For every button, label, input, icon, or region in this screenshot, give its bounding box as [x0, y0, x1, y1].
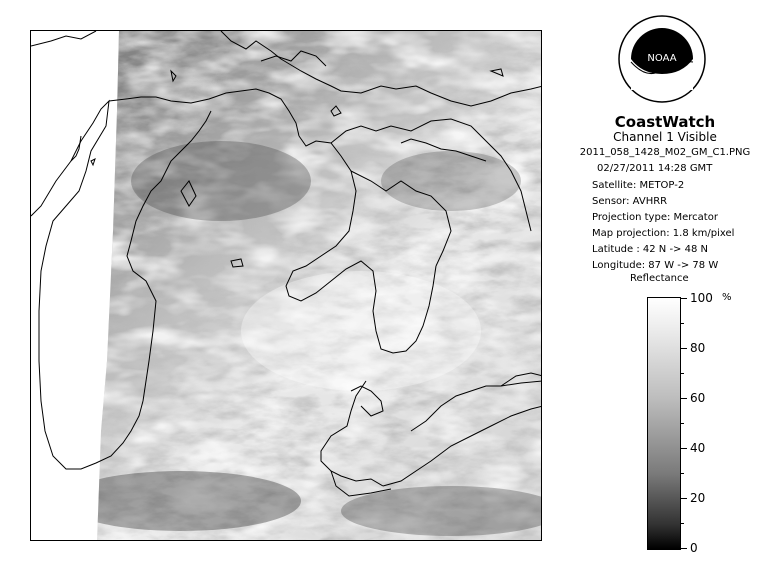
colorbar-tick-label: 60 [690, 391, 706, 405]
colorbar-minor-tick [681, 323, 684, 324]
subtitle: Channel 1 Visible [613, 130, 717, 144]
meta-longitude: Longitude: 87 W -> 78 W [592, 260, 719, 271]
meta-latitude: Latitude : 42 N -> 48 N [592, 244, 708, 255]
colorbar-tick [681, 448, 687, 449]
colorbar-tick [681, 298, 687, 299]
colorbar-minor-tick [681, 423, 684, 424]
colorbar-tick [681, 398, 687, 399]
colorbar-unit: % [722, 292, 732, 303]
colorbar-label: Reflectance [630, 273, 689, 284]
colorbar-tick [681, 548, 687, 549]
meta-datetime: 02/27/2011 14:28 GMT [597, 163, 713, 174]
colorbar [647, 297, 681, 550]
title: CoastWatch [614, 113, 716, 131]
colorbar-tick-label: 20 [690, 491, 706, 505]
meta-projection-type: Projection type: Mercator [592, 212, 718, 223]
meta-map-projection: Map projection: 1.8 km/pixel [592, 228, 735, 239]
colorbar-tick-label: 40 [690, 441, 706, 455]
colorbar-tick-label: 0 [690, 541, 698, 555]
colorbar-minor-tick [681, 473, 684, 474]
colorbar-tick-label: 80 [690, 341, 706, 355]
meta-satellite: Satellite: METOP-2 [592, 180, 685, 191]
satellite-image-panel [30, 30, 542, 541]
noaa-logo [617, 14, 707, 104]
logo-text: NOAA [647, 53, 677, 64]
colorbar-minor-tick [681, 373, 684, 374]
meta-sensor: Sensor: AVHRR [592, 196, 668, 207]
colorbar-tick [681, 348, 687, 349]
colorbar-tick-label: 100 [690, 291, 713, 305]
satellite-map [31, 31, 542, 541]
colorbar-minor-tick [681, 523, 684, 524]
colorbar-tick [681, 498, 687, 499]
filename: 2011_058_1428_M02_GM_C1.PNG [579, 147, 751, 158]
